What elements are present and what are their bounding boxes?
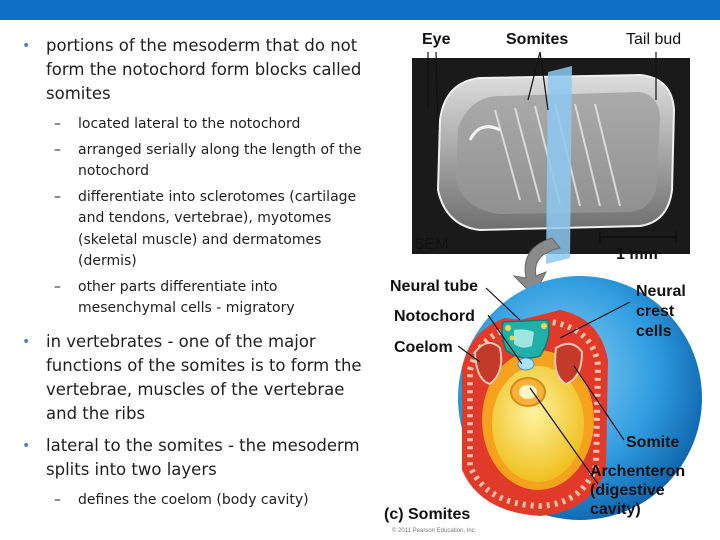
dash-icon: –: [54, 188, 61, 205]
coelom-label: Coelom: [394, 339, 453, 356]
sub-bullet-text: located lateral to the notochord: [78, 116, 301, 132]
sub-bullet-text: arranged serially along the length of the notochord: [78, 141, 362, 179]
bullet-text: portions of the mesoderm that do not form the notochord form blocks called somites: [46, 36, 362, 103]
neural-tube-label: Neural tube: [390, 278, 479, 295]
bullet-text: lateral to the somites - the mesoderm splits into two layers: [46, 435, 360, 479]
dash-icon: –: [54, 491, 61, 508]
sem-micrograph: [412, 58, 690, 264]
tail-bud-label: Tail bud: [626, 31, 682, 48]
somite-label: Somite: [626, 434, 680, 451]
neural-crest-label: Neural crest cells: [636, 283, 686, 340]
dash-icon: –: [54, 278, 61, 295]
copyright-text: © 2011 Pearson Education, Inc.: [392, 528, 477, 534]
eye-label: Eye: [422, 31, 451, 48]
bullet-dot-icon: •: [22, 38, 31, 54]
bullet-dot-icon: •: [22, 437, 31, 454]
dash-icon: –: [54, 141, 61, 158]
scale-label: 1 mm: [616, 246, 658, 263]
notochord-label: Notochord: [394, 308, 475, 325]
sem-label: SEM: [414, 236, 449, 253]
somites-label: Somites: [506, 31, 569, 48]
sub-bullet-text: other parts differentiate into mesenchymal cells - migratory: [78, 278, 295, 316]
archenteron-label: Archenteron (digestive cavity): [590, 463, 686, 518]
bullet-dot-icon: •: [22, 333, 31, 350]
sub-bullet-text: defines the coelom (body cavity): [78, 491, 309, 508]
figure-caption: (c) Somites: [384, 506, 471, 523]
sub-bullet-text: differentiate into sclerotomes (cartilage and tendons, vertebrae), myotomes (skeletal muscle) and dermatomes (dermis): [78, 188, 357, 269]
bullet-text: in vertebrates - one of the major functions of the somites is to form the vertebrae, muscles of the vertebrae and the ribs: [46, 331, 362, 423]
dash-icon: –: [54, 116, 61, 132]
